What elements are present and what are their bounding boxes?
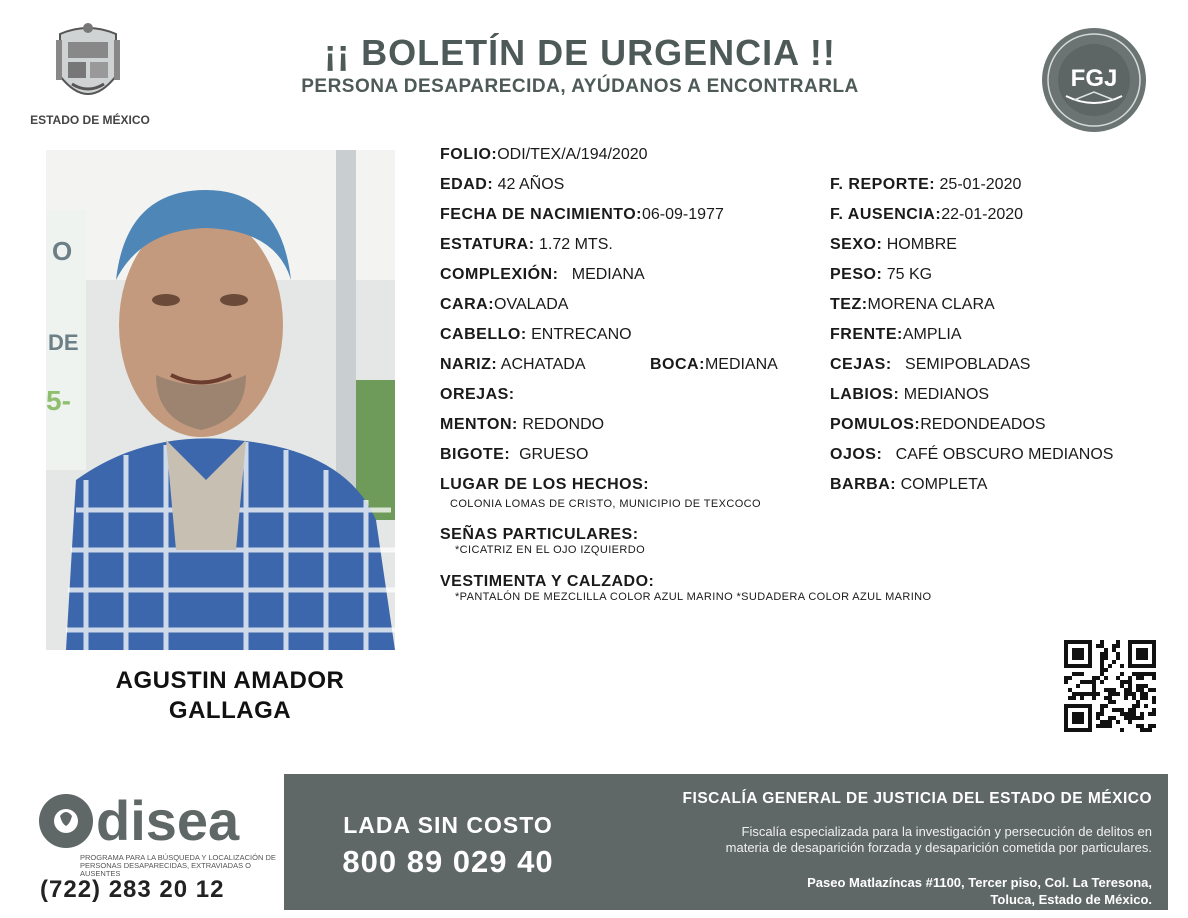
field-orejas-label: OREJAS:	[440, 386, 515, 403]
fge-description-line1: Fiscalía especializada para la investigación y persecución de delitos en	[741, 824, 1152, 839]
field-reporte	[830, 175, 1021, 195]
field-bigote-value: GRUESO	[519, 446, 589, 463]
field-nariz-value: ACHATADA	[500, 356, 586, 373]
field-bigote-label: BIGOTE:	[440, 446, 511, 463]
field-folio-label: FOLIO:	[440, 146, 498, 163]
field-reporte-value: 25-01-2020	[939, 176, 1022, 193]
field-cejas	[830, 355, 1030, 375]
odisea-phone[interactable]: (722) 283 20 12	[40, 876, 225, 903]
odisea-wordmark: disea	[96, 789, 240, 852]
field-edad-value: 42 AÑOS	[497, 176, 565, 193]
field-orejas	[440, 385, 515, 405]
field-reporte-label: F. REPORTE:	[830, 176, 936, 193]
field-edad-label: EDAD:	[440, 176, 494, 193]
svg-text:5-: 5-	[46, 385, 71, 416]
lada-number[interactable]: 800 89 029 40	[342, 844, 554, 879]
person-name-line2: GALLAGA	[168, 697, 292, 724]
field-ojos-label: OJOS:	[830, 446, 883, 463]
field-tez-value: MORENA CLARA	[867, 296, 995, 313]
field-pomulos	[830, 415, 1046, 435]
field-senas	[440, 525, 639, 545]
field-labios-label: LABIOS:	[830, 386, 900, 403]
bulletin-subtitle: PERSONA DESAPARECIDA, AYÚDANOS A ENCONTRARLA	[301, 76, 859, 97]
odisea-block	[30, 780, 280, 910]
fge-address-line2: Toluca, Estado de México.	[990, 892, 1152, 907]
field-ojos	[830, 445, 1113, 465]
footer-band	[284, 774, 1168, 910]
field-estatura-label: ESTATURA:	[440, 236, 535, 253]
field-menton	[440, 415, 604, 435]
field-senas-label: SEÑAS PARTICULARES:	[440, 526, 639, 543]
field-cejas-label: CEJAS:	[830, 356, 892, 373]
state-label: ESTADO DE MÉXICO	[30, 113, 150, 127]
field-folio-value: ODI/TEX/A/194/2020	[497, 146, 648, 163]
field-barba-value: COMPLETA	[900, 476, 988, 493]
field-sexo	[830, 235, 957, 255]
field-nacimiento-value: 06-09-1977	[642, 206, 724, 223]
field-complexion-label: COMPLEXIÓN:	[440, 266, 559, 283]
fgj-seal-icon	[1040, 26, 1148, 134]
field-ojos-value: CAFÉ OBSCURO MEDIANOS	[895, 446, 1114, 463]
seal-initials: FGJ	[1070, 65, 1118, 92]
field-vestimenta-value: *PANTALÓN DE MEZCLILLA COLOR AZUL MARINO *SUDADERA COLOR AZUL MARINO	[455, 591, 932, 603]
field-pomulos-value: REDONDEADOS	[920, 416, 1046, 433]
field-estatura-value: 1.72 MTS.	[539, 236, 613, 253]
fge-address-line1: Paseo Matlazíncas #1100, Tercer piso, Col. La Teresona,	[807, 875, 1152, 890]
field-frente-value: AMPLIA	[902, 326, 962, 343]
field-cara	[440, 295, 568, 315]
field-complexion-value: MEDIANA	[571, 266, 645, 283]
bulletin-header	[0, 0, 1188, 140]
field-estatura	[440, 235, 613, 255]
field-boca	[650, 355, 778, 375]
field-labios-value: MEDIANOS	[903, 386, 990, 403]
field-nacimiento	[440, 205, 724, 225]
missing-person-photo	[46, 150, 395, 650]
qr-code-icon[interactable]	[1064, 640, 1156, 732]
field-lugar-label: LUGAR DE LOS HECHOS:	[440, 476, 650, 493]
field-tez-label: TEZ:	[830, 296, 868, 313]
field-frente-label: FRENTE:	[830, 326, 903, 343]
field-ausencia-label: F. AUSENCIA:	[830, 206, 942, 223]
field-pomulos-label: POMULOS:	[830, 416, 921, 433]
field-cabello-label: CABELLO:	[440, 326, 527, 343]
state-coat-of-arms-icon	[52, 20, 124, 108]
field-barba	[830, 475, 987, 495]
field-nariz	[440, 355, 586, 375]
field-bigote	[440, 445, 588, 465]
field-vestimenta-label: VESTIMENTA Y CALZADO:	[440, 573, 655, 590]
field-ausencia	[830, 205, 1023, 225]
field-frente	[830, 325, 962, 345]
person-name-line1: AGUSTIN AMADOR	[115, 667, 345, 694]
field-sexo-value: HOMBRE	[886, 236, 957, 253]
field-sexo-label: SEXO:	[830, 236, 883, 253]
svg-text:O: O	[52, 236, 73, 266]
lada-label: LADA SIN COSTO	[343, 812, 553, 838]
field-menton-label: MENTON:	[440, 416, 518, 433]
field-senas-value: *CICATRIZ EN EL OJO IZQUIERDO	[455, 544, 646, 556]
field-peso-label: PESO:	[830, 266, 883, 283]
field-lugar-value: COLONIA LOMAS DE CRISTO, MUNICIPIO DE TEXCOCO	[450, 498, 761, 510]
field-menton-value: REDONDO	[522, 416, 605, 433]
fge-title: FISCALÍA GENERAL DE JUSTICIA DEL ESTADO DE MÉXICO	[682, 790, 1152, 807]
person-name	[70, 666, 390, 726]
field-nacimiento-label: FECHA DE NACIMIENTO:	[440, 206, 642, 223]
field-cabello	[440, 325, 632, 345]
field-vestimenta	[440, 572, 654, 592]
odisea-description: PROGRAMA PARA LA BÚSQUEDA Y LOCALIZACIÓN DE PERSONAS DESAPARECIDAS, EXTRAVIADAS O AUSENTES	[80, 853, 276, 878]
fge-description-line2: materia de desaparición forzada y desaparición cometida por particulares.	[725, 840, 1152, 855]
field-ausencia-value: 22-01-2020	[941, 206, 1024, 223]
field-boca-label: BOCA:	[650, 356, 705, 373]
odisea-logo-icon	[36, 788, 272, 854]
field-cara-label: CARA:	[440, 296, 495, 313]
fge-description	[604, 824, 1152, 856]
field-folio	[440, 145, 648, 165]
field-boca-value: MEDIANA	[704, 356, 778, 373]
field-barba-label: BARBA:	[830, 476, 897, 493]
field-lugar	[440, 475, 649, 495]
field-complexion	[440, 265, 645, 285]
field-peso-value: 75 KG	[886, 266, 933, 283]
svg-text:DE: DE	[48, 330, 79, 355]
field-nariz-label: NARIZ:	[440, 356, 498, 373]
field-edad	[440, 175, 564, 195]
field-cabello-value: ENTRECANO	[531, 326, 632, 343]
field-tez	[830, 295, 995, 315]
bulletin-title: ¡¡ BOLETÍN DE URGENCIA !!	[324, 32, 836, 73]
field-cara-value: OVALADA	[494, 296, 569, 313]
fge-address	[604, 874, 1152, 908]
field-cejas-value: SEMIPOBLADAS	[905, 356, 1031, 373]
field-labios	[830, 385, 989, 405]
field-peso	[830, 265, 932, 285]
